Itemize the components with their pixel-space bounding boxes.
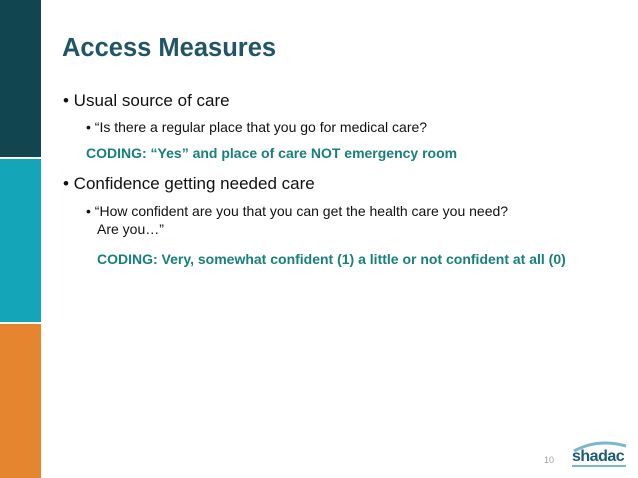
bullet-usual-source: • Usual source of care <box>63 91 230 110</box>
logo-tagline-line <box>572 465 626 467</box>
sub-bullet-confidence-continued: Are you…” <box>97 221 164 237</box>
shadac-logo <box>570 440 628 472</box>
coding-confidence: CODING: Very, somewhat confident (1) a little or not confident at all (0) <box>97 251 566 267</box>
sub-bullet-regular-place: • “Is there a regular place that you go for medical care? <box>86 119 428 135</box>
accent-bar-orange <box>0 324 41 478</box>
logo-text: shadac <box>572 448 625 465</box>
bullet-confidence: • Confidence getting needed care <box>63 174 315 193</box>
accent-bar-dark <box>0 0 41 157</box>
accent-bar-teal <box>0 159 41 322</box>
sub-bullet-confidence-question: • “How confident are you that you can get the health care you need? <box>86 203 509 219</box>
page-number: 10 <box>544 455 555 465</box>
slide-title: Access Measures <box>62 34 277 62</box>
coding-usual-source: CODING: “Yes” and place of care NOT emergency room <box>86 145 458 161</box>
